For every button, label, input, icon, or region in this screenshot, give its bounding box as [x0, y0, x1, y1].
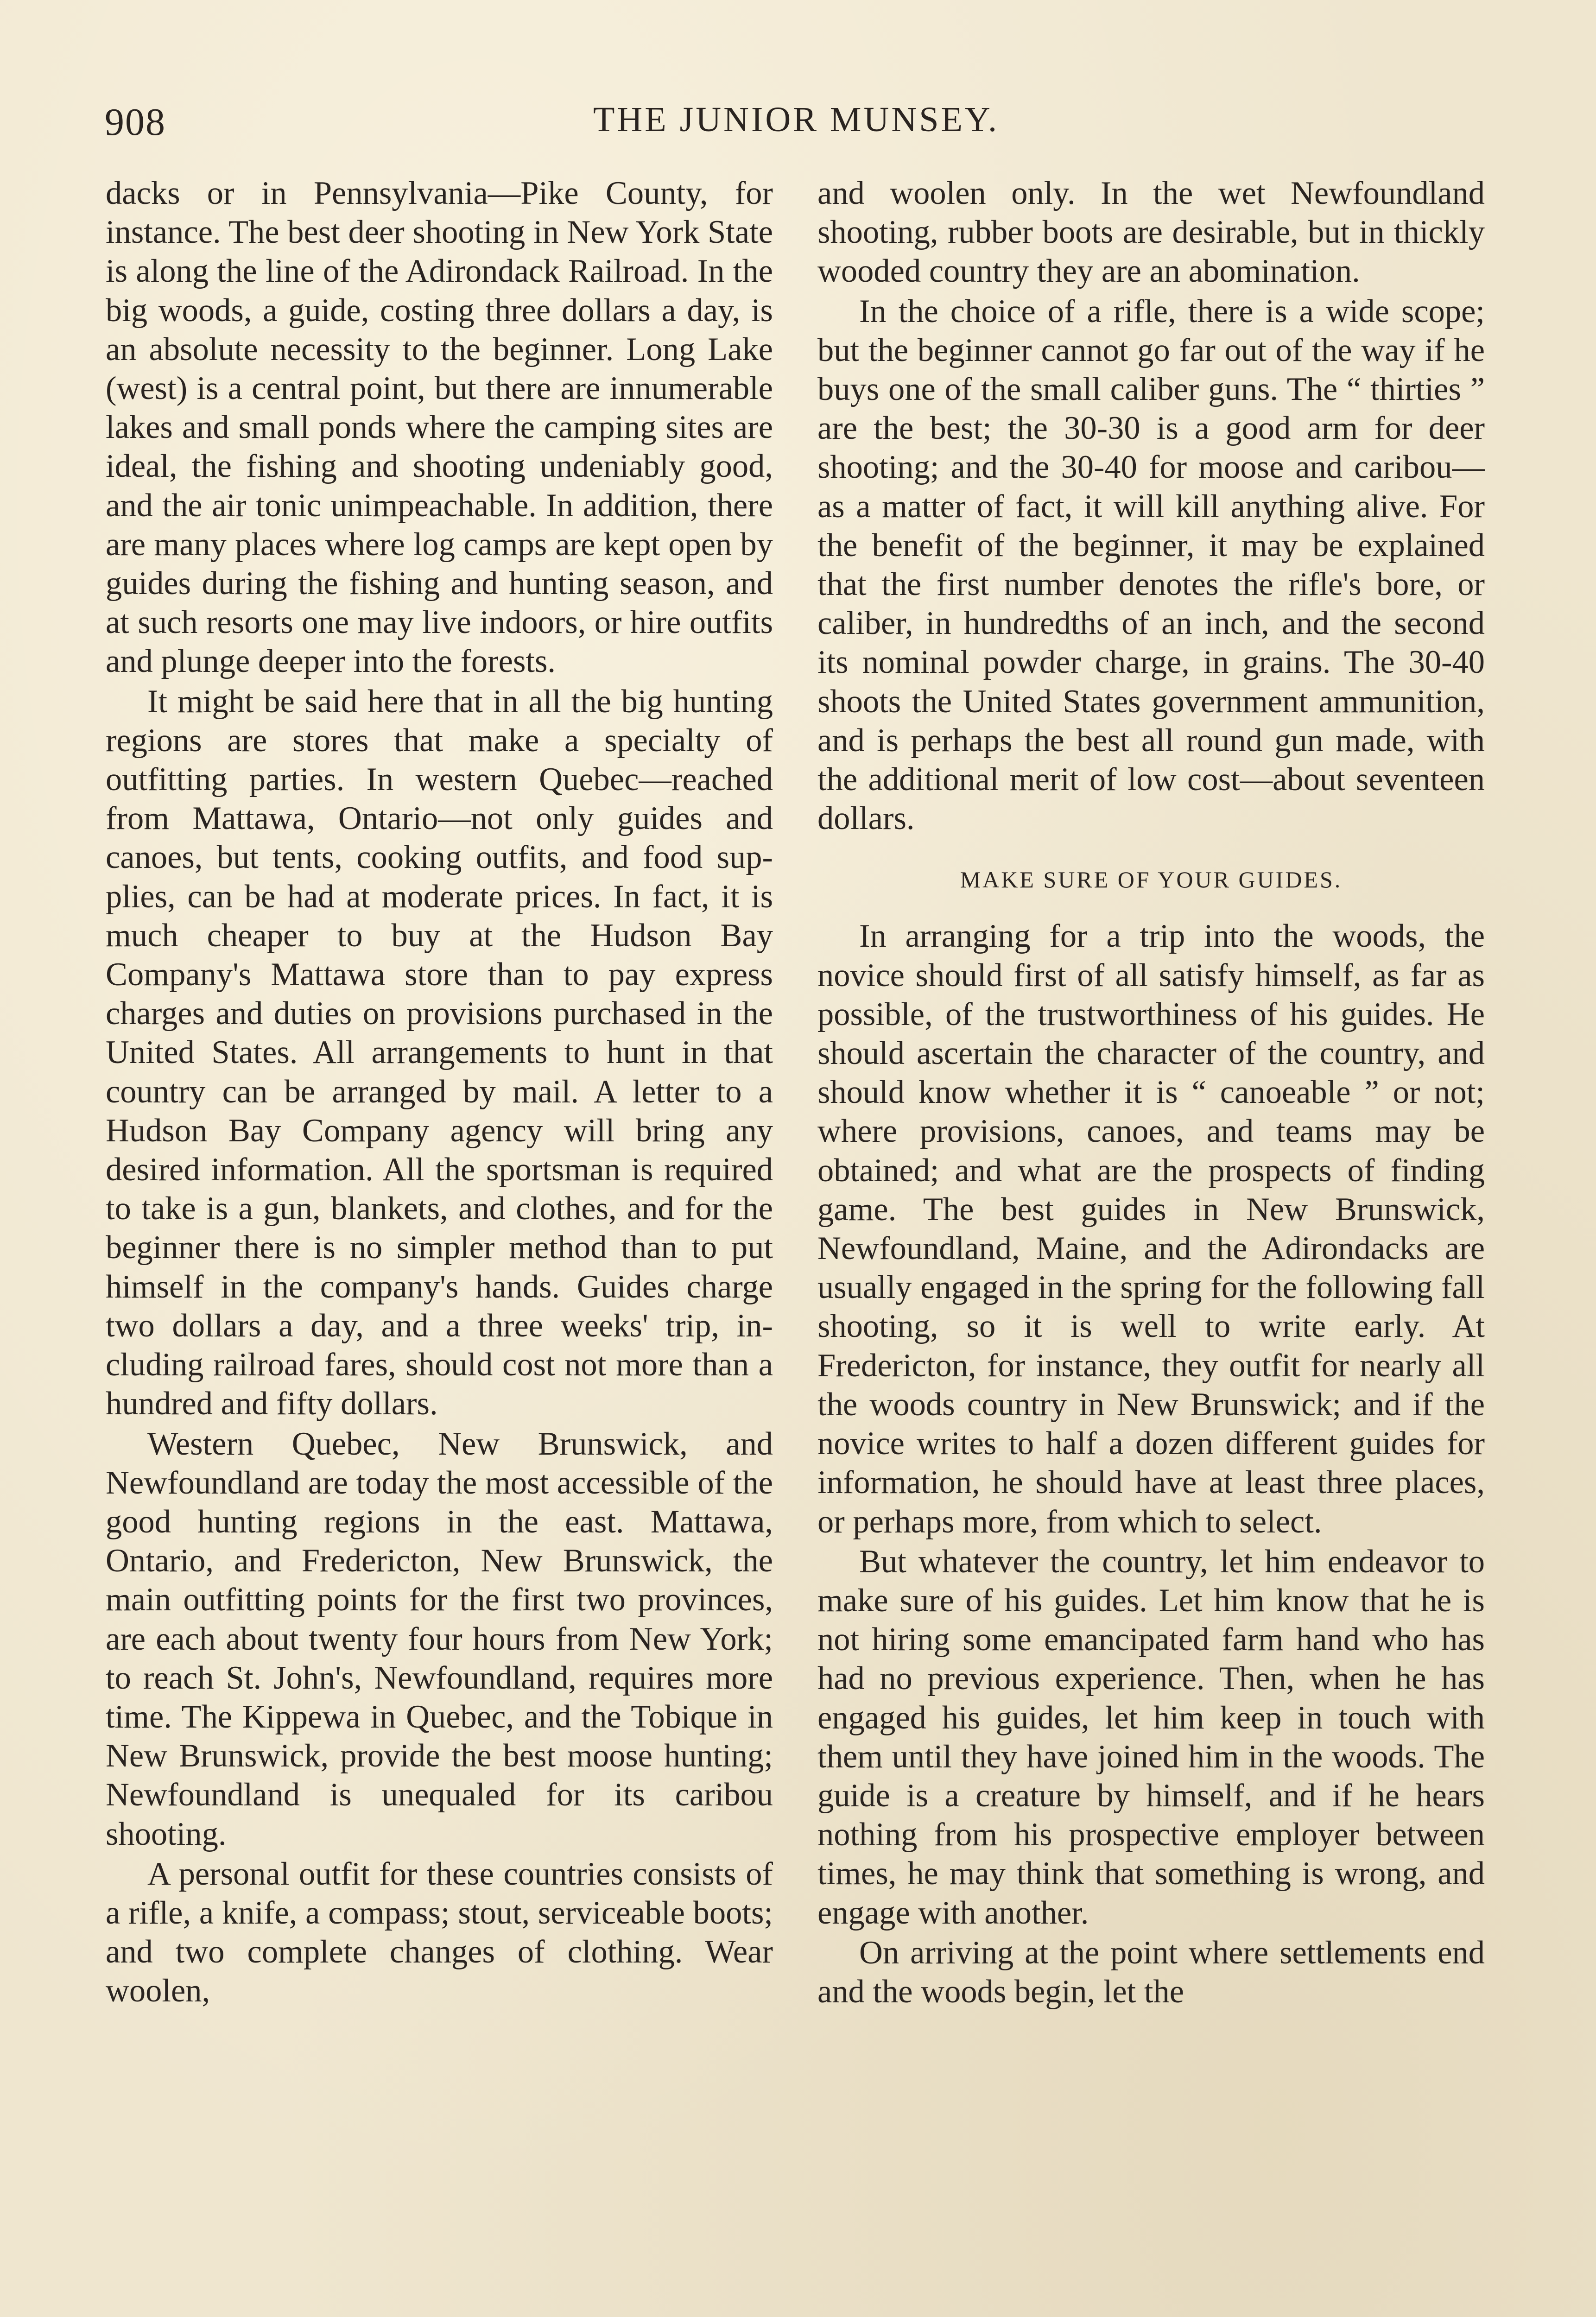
paragraph: Western Quebec, New Brunswick, and Newfoundland are today the most accessible of the good hunting regions in the east. Mattawa, Ontario, and Fredericton, New Brunswick, the main outfitting points for the first two provinces, are each about twenty four hours from New York; to reach St. John's, Newfoundland, requires more time. The Kippewa in Quebec, and the Tobique in New Brunswick, provide the best moose hunting; Newfoundland is unequaled for its caribou shooting.: [106, 1425, 773, 1852]
paragraph: On arriving at the point where settlements end and the woods begin, let the: [817, 1934, 1485, 2010]
paragraph: It might be said here that in all the big hunting regions are stores that make a specialty of outfitting parties. In western Quebec—reached from Mattawa, Ontario—not only guides and canoes, but tents, cooking outfits, and food supplies, can be had at moderate prices. In fact, it is much cheaper to buy at the Hudson Bay Company's Mattawa store than to pay express charges and duties on provisions purchased in the United States. All arrangements to hunt in that country can be arranged by mail. A letter to a Hudson Bay Company agency will bring any desired information. All the sportsman is required to take is a gun, blankets, and clothes, and for the beginner there is no simpler method than to put himself in the company's hands. Guides charge two dollars a day, and a three weeks' trip, including railroad fares, should cost not more than a hundred and fifty dollars.: [106, 683, 773, 1422]
page-header: [105, 100, 1488, 151]
paragraph: In arranging for a trip into the woods, the novice should first of all satisfy himself, as far as possible, of the trustworthiness of his guides. He should ascertain the character of the country, and should know whether it is “ canoeable ” or not; where provisions, canoes, and teams may be obtained; and what are the prospects of finding game. The best guides in New Brunswick, Newfoundland, Maine, and the Adirondacks are usually engaged in the spring for the following fall shooting, so it is well to write early. At Fredericton, for instance, they outfit for nearly all the woods country in New Brunswick; and if the novice writes to half a dozen different guides for information, he should have at least three places, or perhaps more, from which to select.: [817, 918, 1485, 1540]
paragraph: In the choice of a rifle, there is a wide scope; but the beginner cannot go far out of the way if he buys one of the small caliber guns. The “ thirties ” are the best; the 30-30 is a good arm for deer shooting; and the 30-40 for moose and caribou—as a matter of fact, it will kill anything alive. For the benefit of the beginner, it may be explained that the first number denotes the rifle's bore, or caliber, in hundredths of an inch, and the second its nominal powder charge, in grains. The 30-40 shoots the United States government ammunition, and is perhaps the best all round gun made, with the additional merit of low cost—about seventeen dollars.: [817, 293, 1485, 837]
section-heading: MAKE SURE OF YOUR GUIDES.: [960, 867, 1343, 893]
left-column: [106, 174, 773, 2011]
running-title: THE JUNIOR MUNSEY.: [593, 100, 1000, 139]
paragraph: dacks or in Pennsylvania—Pike County, for instance. The best deer shooting in New York State is along the line of the Adirondack Railroad. In the big woods, a guide, costing three dollars a day, is an absolute necessity to the beginner. Long Lake (west) is a central point, but there are innumerable lakes and small ponds where the camping sites are ideal, the fishing and shooting undeniably good, and the air tonic unimpeachable. In addition, there are many places where log camps are kept open by guides during the fishing and hunting season, and at such resorts one may live indoors, or hire outfits and plunge deeper into the forests.: [106, 175, 773, 680]
page-number: 908: [105, 101, 166, 144]
paragraph: and woolen only. In the wet Newfoundland shooting, rubber boots are desirable, but in thickly wooded country they are an abomination.: [817, 175, 1485, 290]
paragraph: But whatever the country, let him endeavor to make sure of his guides. Let him know that he is not hiring some emancipated farm hand who has had no previous experience. Then, when he has engaged his guides, let him keep in touch with them until they have joined him in the woods. The guide is a creature by himself, and if he hears nothing from his prospective employer between times, he may think that something is wrong, and engage with another.: [817, 1543, 1485, 1931]
paragraph: A personal outfit for these countries consists of a rifle, a knife, a compass; stout, serviceable boots; and two complete changes of clothing. Wear woolen,: [106, 1855, 773, 2009]
right-column: [817, 174, 1485, 2011]
